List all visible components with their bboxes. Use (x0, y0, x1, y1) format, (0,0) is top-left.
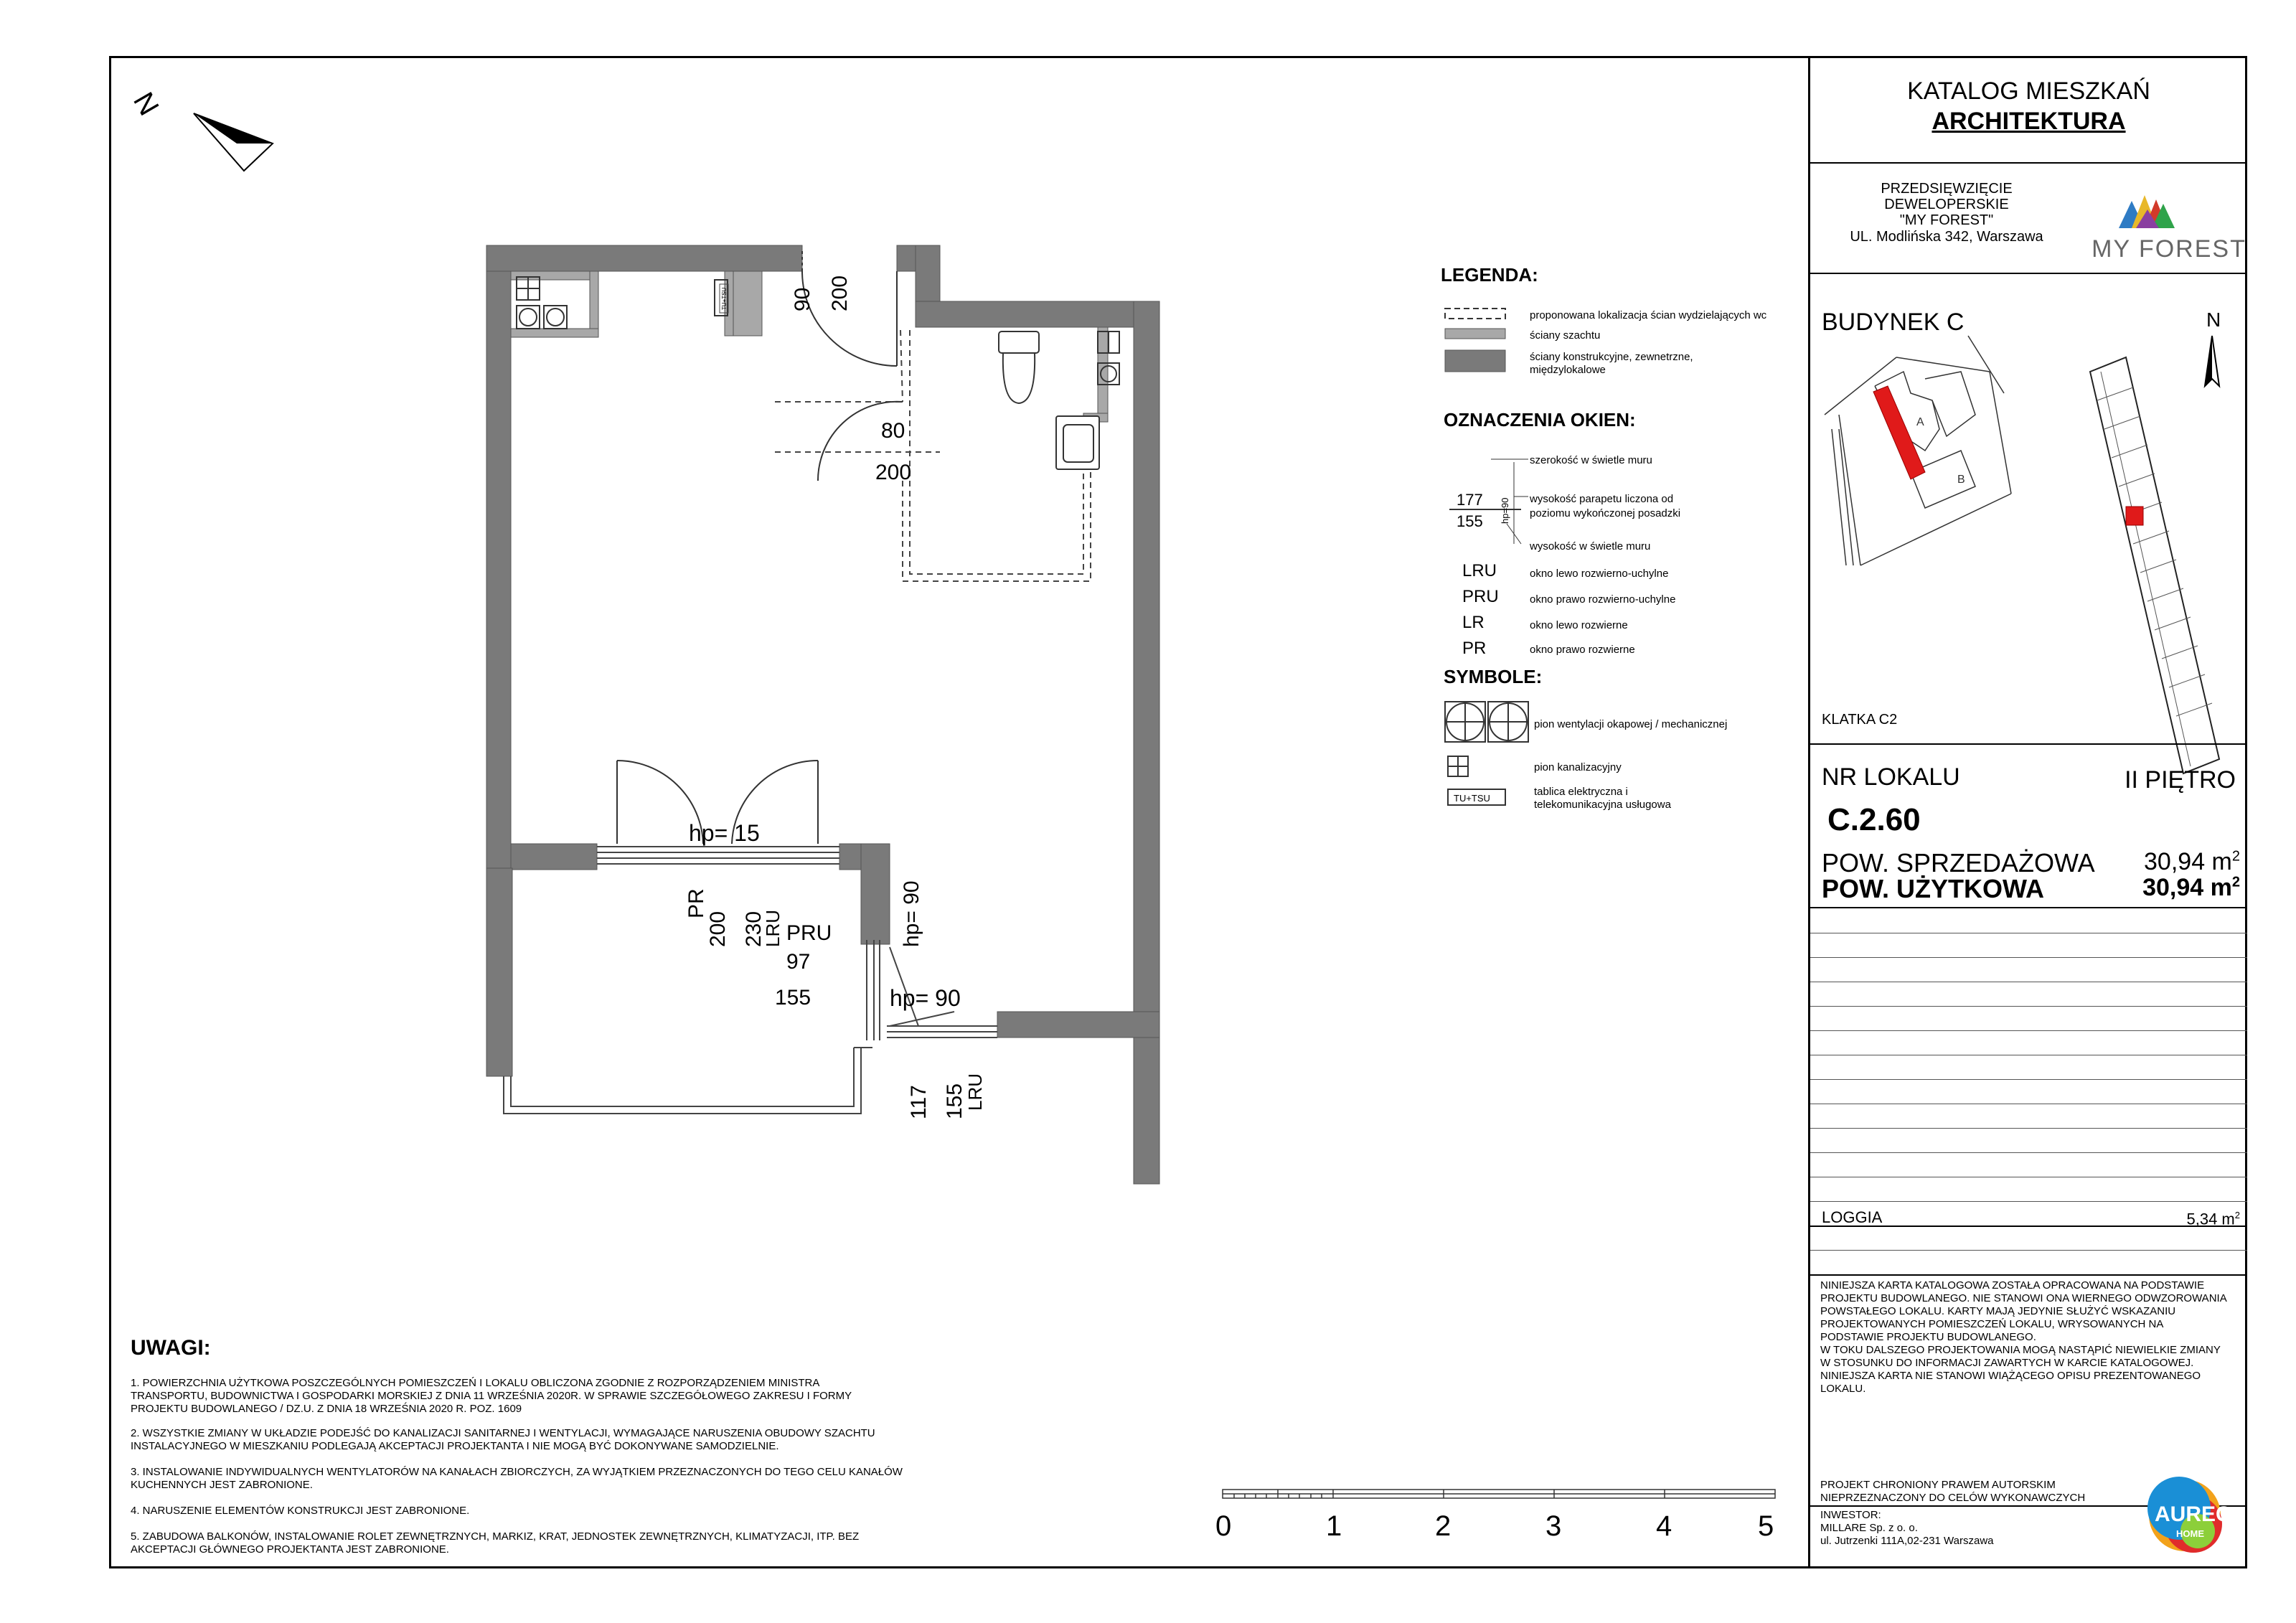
window-example-hp: hp=90 (1500, 497, 1510, 524)
copyright-2: NIEPRZEZNACZONY DO CELÓW WYKONAWCZYCH (1820, 1492, 2086, 1504)
project-line-3: "MY FOREST" (1899, 212, 1994, 228)
stair-label: KLATKA C2 (1822, 712, 1898, 728)
disclaimer-7: W STOSUNKU DO INFORMACJI ZAWARTYCH W KARCIE KATALOGOWEJ. (1820, 1357, 2194, 1369)
notes-title: UWAGI: (131, 1336, 211, 1360)
my-forest-logo-text: MY FOREST (2092, 235, 2246, 263)
disclaimer-2: PROJEKTU BUDOWLANEGO. NIE STANOWI ONA WIERNEGO ODWZOROWANIA (1820, 1292, 2227, 1304)
project-line-4: UL. Modlińska 342, Warszawa (1850, 229, 2043, 245)
balcony-door-type: PR (684, 888, 708, 918)
building-label: BUDYNEK C (1822, 309, 1965, 336)
balcony-door-width: 230 (742, 911, 766, 947)
catalog-title: KATALOG MIESZKAŃ (1907, 77, 2150, 105)
site-label-b: B (1957, 474, 1965, 486)
electric-box-label: TU+TSU (721, 287, 728, 310)
site-label-a: A (1916, 416, 1924, 428)
symbol-icons (1444, 699, 1537, 814)
symbol-desc-3: tablica elektryczna i (1534, 786, 1628, 798)
investor-name: MILLARE Sp. z o. o. (1820, 1522, 1918, 1534)
symbol-desc-4: telekomunikacyjna usługowa (1534, 799, 1671, 811)
window1-type: PRU (786, 921, 832, 945)
note-2a: 2. WSZYSTKIE ZMIANY W UKŁADZIE PODEJŚĆ DO KANALIZACJI SANITARNEJ I WENTYLACJI, WYMAGAJĄCE NARUSZENIA OBUDOWY SZACHTU (131, 1427, 875, 1439)
symbol-desc-2: pion kanalizacyjny (1534, 761, 1622, 773)
note-3b: KUCHENNYCH JEST ZABRONIONE. (131, 1479, 313, 1491)
floor-plan (459, 237, 1191, 1141)
loggia-value: 5,34 $m^2$ (2186, 1210, 2240, 1228)
window2-height: 155 (943, 1083, 966, 1119)
unit-nr-label: NR LOKALU (1822, 763, 1960, 791)
window-type-code-lr: LR (1462, 613, 1485, 632)
investor-label: INWESTOR: (1820, 1509, 1881, 1521)
door-wc-height: 200 (875, 461, 912, 484)
legend-item-2: ściany szachtu (1530, 329, 1601, 342)
legend-item-4: międzylokalowe (1530, 364, 1606, 376)
building-north-label: N (2206, 309, 2221, 331)
disclaimer-6: W TOKU DALSZEGO PROJEKTOWANIA MOGĄ NASTĄPIĆ NIEWIELKIE ZMIANY (1820, 1344, 2221, 1356)
window2-width: 117 (907, 1085, 931, 1119)
window-type-desc-pru: okno prawo rozwierno-uchylne (1530, 593, 1676, 606)
legend-item-1: proponowana lokalizacja ścian wydzielających wc (1530, 309, 1767, 321)
window-desc-2: wysokość parapetu liczona od (1530, 493, 1674, 505)
copyright-1: PROJEKT CHRONIONY PRAWEM AUTORSKIM (1820, 1479, 2056, 1491)
symbol-box-label: TU+TSU (1454, 793, 1490, 804)
project-line-1: PRZEDSIĘWZIĘCIE (1881, 181, 2013, 197)
window-type-desc-lr: okno lewo rozwierne (1530, 619, 1628, 631)
symbol-desc-1: pion wentylacji okapowej / mechanicznej (1534, 718, 1728, 730)
sales-area-label: POW. SPRZEDAŻOWA (1822, 848, 2095, 878)
legend-title: LEGENDA: (1441, 264, 1538, 286)
aurec-logo-text: AUREC (2155, 1502, 2231, 1526)
scale-bar (1205, 1478, 1779, 1550)
sales-area-value: 30,94 $m^2$ (2144, 848, 2240, 875)
window-desc-4: wysokość w świetle muru (1530, 540, 1651, 552)
note-3a: 3. INSTALOWANIE INDYWIDUALNYCH WENTYLATORÓW NA KANAŁACH ZBIORCZYCH, ZA WYJĄTKIEM PRZEZNACZONYCH DO TEGO CELU KANAŁÓW (131, 1466, 903, 1478)
legend-swatches (1444, 306, 1508, 377)
window1-height: 155 (775, 986, 811, 1010)
unit-floor: II PIĘTRO (2125, 766, 2236, 794)
usable-area-label: POW. UŻYTKOWA (1822, 874, 2044, 903)
window1-width: 97 (786, 950, 811, 974)
window-type-code-pr: PR (1462, 639, 1487, 658)
window-example-bottom: 155 (1457, 512, 1483, 530)
legend-item-3: ściany konstrukcyjne, zewnetrzne, (1530, 351, 1693, 363)
note-4: 4. NARUSZENIE ELEMENTÓW KONSTRUKCJI JEST ZABRONIONE. (131, 1505, 470, 1517)
window-type-code-pru: PRU (1462, 587, 1499, 606)
balcony-door-hp: hp= 15 (689, 820, 760, 846)
loggia-label: LOGGIA (1822, 1208, 1883, 1226)
scale-label-2: 2 (1435, 1510, 1452, 1542)
window2-hp: hp= 90 (890, 985, 961, 1011)
plan-north-arrow-icon (127, 86, 280, 179)
scale-label-1: 1 (1326, 1510, 1342, 1542)
scale-label-4: 4 (1656, 1510, 1672, 1542)
note-2b: INSTALACYJNEGO W MIESZKANIU PODLEGAJĄ AKCEPTACJI PROJEKTANTA I NIE MOGĄ BYĆ DOKONYWANE SAMODZIELNIE. (131, 1440, 779, 1452)
window-example-top: 177 (1457, 491, 1483, 509)
unit-number: C.2.60 (1827, 802, 1921, 837)
balcony-door-type2: LRU (762, 909, 784, 947)
catalog-subtitle: ARCHITEKTURA (1932, 108, 2126, 135)
window-type-desc-lru: okno lewo rozwierno-uchylne (1530, 568, 1669, 580)
title-block (1808, 56, 2247, 1568)
window-example-diagram (1442, 452, 1535, 552)
aurec-logo (2126, 1465, 2241, 1558)
disclaimer-1: NINIEJSZA KARTA KATALOGOWA ZOSTAŁA OPRACOWANA NA PODSTAWIE (1820, 1279, 2205, 1292)
usable-area-value: 30,94 $m^2$ (2142, 874, 2240, 901)
door-main-height: 200 (828, 275, 852, 311)
disclaimer-3: POWSTAŁEGO LOKALU. KARTY MAJĄ JEDYNIE SŁUŻYĆ WSKAZANIU (1820, 1305, 2176, 1317)
balcony-door-height: 200 (706, 911, 730, 947)
note-1a: 1. POWIERZCHNIA UŻYTKOWA POSZCZEGÓLNYCH POMIESZCZEŃ I LOKALU OBLICZONA ZGODNIE Z ROZPORZĄDZENIEM MINISTRA (131, 1377, 820, 1389)
disclaimer-4: PROJEKTOWANYCH POMIESZCZEŃ LOKALU, WRYSOWANYCH NA (1820, 1318, 2164, 1330)
window-type-desc-pr: okno prawo rozwierne (1530, 644, 1635, 656)
plan-north-label: N (127, 87, 165, 121)
project-line-2: DEWELOPERSKIE (1884, 197, 2009, 212)
symbols-title: SYMBOLE: (1444, 666, 1543, 687)
window-type-code-lru: LRU (1462, 561, 1497, 580)
scale-label-5: 5 (1758, 1510, 1774, 1542)
investor-address: ul. Jutrzenki 111A,02-231 Warszawa (1820, 1535, 1994, 1547)
aurec-logo-sub: HOME (2176, 1528, 2204, 1539)
door-main-width: 90 (791, 287, 814, 311)
disclaimer-8: NINIEJSZA KARTA NIE STANOWI WIĄŻĄCEGO OPISU PREZENTOWANEGO (1820, 1370, 2201, 1382)
note-1c: PROJEKTU BUDOWLANEGO / DZ.U. Z DNIA 18 WRZEŚNIA 2020 R. POZ. 1609 (131, 1403, 522, 1415)
site-plan (1817, 329, 2241, 752)
window2-type: LRU (964, 1073, 986, 1111)
scale-label-0: 0 (1215, 1510, 1232, 1542)
window-desc-1: szerokość w świetle muru (1530, 454, 1652, 466)
disclaimer-9: LOKALU. (1820, 1383, 1866, 1395)
windows-title: OZNACZENIA OKIEN: (1444, 409, 1636, 431)
scale-label-3: 3 (1545, 1510, 1562, 1542)
note-5a: 5. ZABUDOWA BALKONÓW, INSTALOWANIE ROLET ZEWNĘTRZNYCH, MARKIZ, KRAT, JEDNOSTEK ZEWNĘTRZNYCH, KLIMATYZACJI, ITP. BEZ (131, 1530, 860, 1543)
window1-hp: hp= 90 (900, 880, 923, 947)
disclaimer-5: PODSTAWIE PROJEKTU BUDOWLANEGO. (1820, 1331, 2036, 1343)
door-wc-width: 80 (881, 419, 905, 443)
note-1b: TRANSPORTU, BUDOWNICTWA I GOSPODARKI MORSKIEJ Z DNIA 11 WRZEŚNIA 2020R. W SPRAWIE SZCZEGÓŁOWEGO ZAKRESU I FORMY (131, 1390, 852, 1402)
note-5b: AKCEPTACJI GŁÓWNEGO PROJEKTANTA JEST ZABRONIONE. (131, 1543, 449, 1556)
window-desc-3: poziomu wykończonej posadzki (1530, 507, 1681, 519)
